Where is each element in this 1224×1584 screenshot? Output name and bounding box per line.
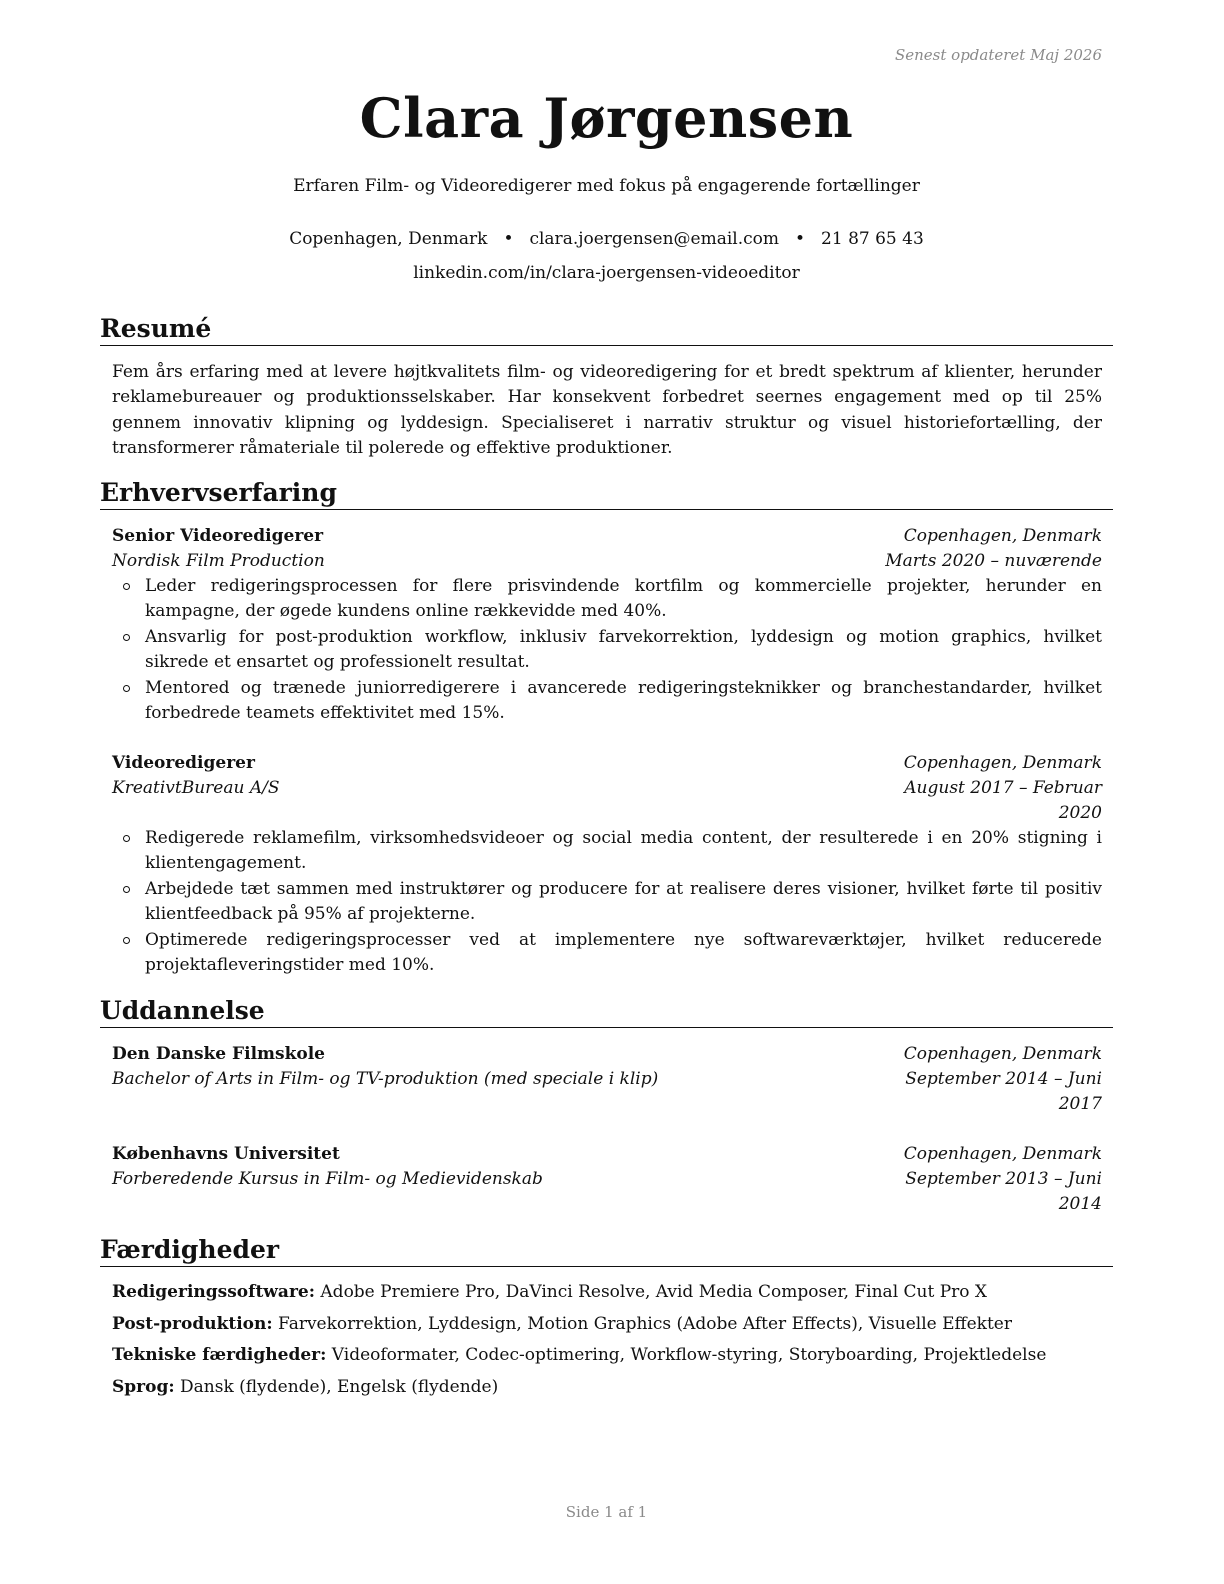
job-entry bbox=[112, 524, 1102, 726]
location: Copenhagen, Denmark bbox=[289, 229, 488, 249]
phone: 21 87 65 43 bbox=[821, 229, 924, 249]
bullet-text: Leder redigeringsprocessen for flere prisvindende kortfilm og kommercielle projekter, herunder en kampagne, der øgede kundens online rækkevidde med 40%. bbox=[145, 576, 1102, 622]
email-link[interactable]: clara.joergensen@email.com bbox=[529, 229, 780, 249]
skill-row bbox=[112, 1340, 1102, 1372]
job-bullets bbox=[112, 826, 1102, 978]
bullet-text: Optimerede redigeringsprocesser ved at implementere nye softwareværktøjer, hvilket reducerede projektafleveringstider med 10%. bbox=[145, 929, 1102, 976]
list-item bbox=[112, 928, 1102, 979]
candidate-name: Clara Jørgensen bbox=[359, 86, 854, 150]
skill-label: Redigeringssoftware: bbox=[112, 1282, 315, 1302]
skill-label: Tekniske færdigheder: bbox=[112, 1345, 327, 1366]
school-name: Københavns Universitet bbox=[112, 1144, 340, 1164]
bullet-circle-icon bbox=[123, 835, 130, 842]
skill-value: Dansk (flydende), Engelsk (flydende) bbox=[180, 1376, 499, 1397]
skill-row bbox=[112, 1372, 1102, 1404]
bullet-text: Ansvarlig for post-produktion workflow, inklusiv farvekorrektion, lyddesign og motion graphics, hvilket sikrede et ensartet og professionelt resultat. bbox=[145, 626, 1102, 673]
skill-value: Videoformater, Codec-optimering, Workflow-styring, Storyboarding, Projektledelse bbox=[331, 1345, 1047, 1366]
education-dates: September 2013 – Juni 2014 bbox=[905, 1169, 1102, 1214]
skill-row bbox=[112, 1309, 1102, 1341]
bullet-text: Redigerede reklamefilm, virksomhedsvideoer og social media content, der resulterede i en 20% stigning i klientengagement. bbox=[145, 828, 1102, 874]
list-item bbox=[112, 877, 1102, 928]
degree: Bachelor of Arts in Film- og TV-produktion (med speciale i klip) bbox=[112, 1069, 659, 1089]
job-bullets bbox=[112, 574, 1102, 726]
bullet-circle-icon bbox=[123, 685, 130, 692]
company: Nordisk Film Production bbox=[112, 551, 325, 571]
bullet-circle-icon bbox=[123, 634, 130, 641]
job-location: Copenhagen, Denmark bbox=[903, 526, 1102, 546]
section-heading-summary: Resumé bbox=[100, 315, 1113, 346]
section-heading-skills: Færdigheder bbox=[100, 1236, 1113, 1267]
skill-value: Farvekorrektion, Lyddesign, Motion Graphics (Adobe After Effects), Visuelle Effekter bbox=[278, 1313, 1012, 1334]
separator-dot: • bbox=[795, 229, 806, 249]
education-entry bbox=[112, 1042, 1102, 1117]
bullet-text: Mentored og trænede juniorredigerere i avancerede redigeringsteknikker og branchestandarder, hvilket forbedrede teamets effektivitet med 15%. bbox=[145, 677, 1102, 724]
separator-dot: • bbox=[503, 229, 514, 249]
list-item bbox=[112, 676, 1102, 727]
company: KreativtBureau A/S bbox=[112, 778, 280, 798]
job-title: Videoredigerer bbox=[112, 753, 255, 773]
job-dates: August 2017 – Februar 2020 bbox=[904, 778, 1102, 823]
job-dates: Marts 2020 – nuværende bbox=[885, 551, 1102, 571]
section-heading-experience: Erhvervserfaring bbox=[100, 479, 1113, 510]
school-location: Copenhagen, Denmark bbox=[903, 1144, 1102, 1164]
bullet-circle-icon bbox=[123, 886, 130, 893]
job-title: Senior Videoredigerer bbox=[112, 526, 324, 546]
job-location: Copenhagen, Denmark bbox=[903, 753, 1102, 773]
bullet-text: Arbejdede tæt sammen med instruktører og producere for at realisere deres visioner, hvilket førte til positiv klientfeedback på 95% af projekterne. bbox=[145, 878, 1102, 925]
bullet-circle-icon bbox=[123, 937, 130, 944]
degree: Forberedende Kursus in Film- og Medievidenskab bbox=[112, 1169, 543, 1189]
tagline: Erfaren Film- og Videoredigerer med fokus på engagerende fortællinger bbox=[293, 176, 920, 196]
skill-label: Post-produktion: bbox=[112, 1313, 273, 1334]
linkedin-link[interactable]: linkedin.com/in/clara-joergensen-videoeditor bbox=[413, 263, 800, 283]
skill-row bbox=[112, 1277, 1102, 1309]
skills-list bbox=[112, 1277, 1102, 1403]
education-entry bbox=[112, 1142, 1102, 1217]
skill-value: Adobe Premiere Pro, DaVinci Resolve, Avid Media Composer, Final Cut Pro X bbox=[320, 1282, 988, 1302]
school-location: Copenhagen, Denmark bbox=[903, 1044, 1102, 1064]
contact-line bbox=[100, 229, 1113, 249]
resume-page bbox=[100, 0, 1113, 1584]
list-item bbox=[112, 625, 1102, 676]
section-heading-education: Uddannelse bbox=[100, 997, 1113, 1028]
summary-text: Fem års erfaring med at levere højtkvalitets film- og videoredigering for et bredt spektrum af klienter, herunder reklamebureauer og produktionsselskaber. Har konsekvent forbedret seernes engagement med op til 25% gennem innovativ klipning og lyddesign. Specialiseret i narrativ struktur og visuel historiefortælling, der transformerer råmateriale til polerede og effektive produktioner. bbox=[112, 362, 1102, 459]
page-number: Side 1 af 1 bbox=[565, 1503, 648, 1521]
job-entry bbox=[112, 751, 1102, 978]
last-updated: Senest opdateret Maj 2026 bbox=[894, 46, 1102, 64]
list-item bbox=[112, 574, 1102, 625]
skill-label: Sprog: bbox=[112, 1376, 175, 1397]
bullet-circle-icon bbox=[123, 583, 130, 590]
list-item bbox=[112, 826, 1102, 877]
school-name: Den Danske Filmskole bbox=[112, 1044, 325, 1064]
education-dates: September 2014 – Juni 2017 bbox=[905, 1069, 1102, 1114]
